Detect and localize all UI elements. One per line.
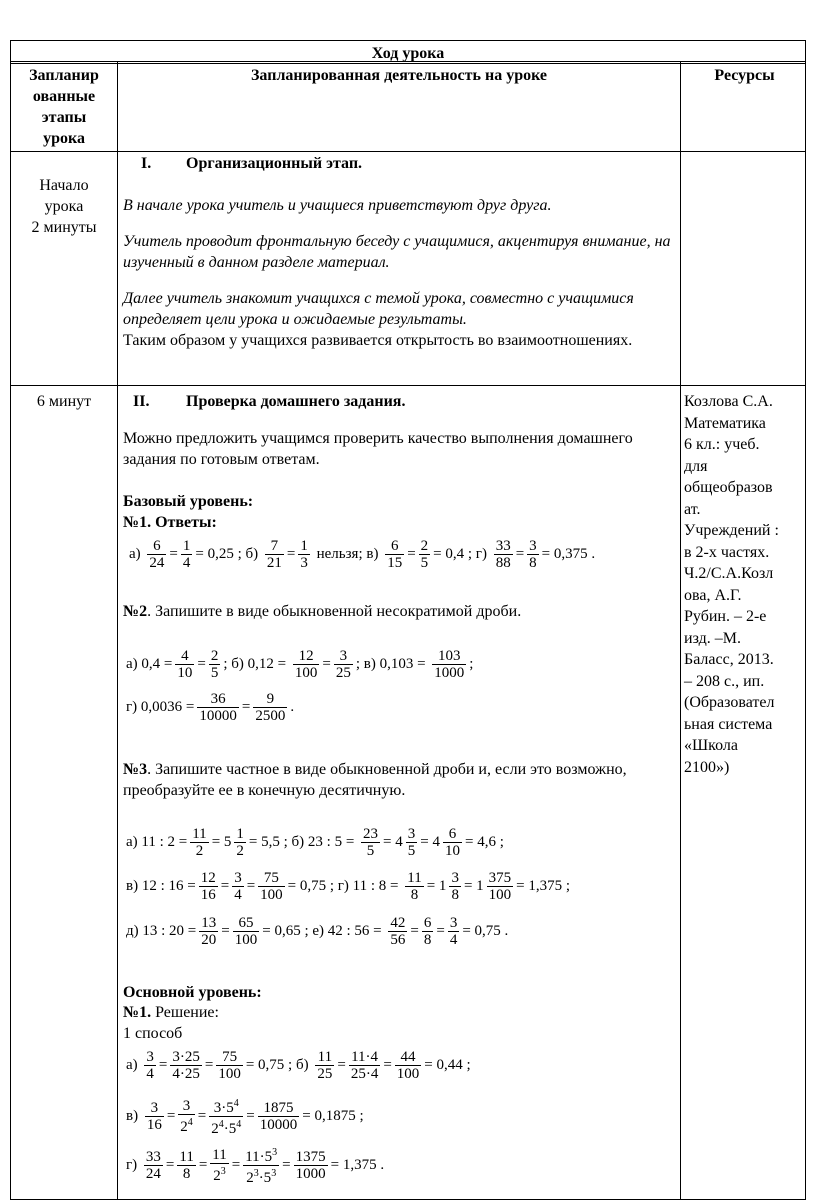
resources-list: Козлова С.А. Математика 6 кл.: учеб. для общеобразов ат. Учреждений : в 2-х частях. Ч.2/С.А.Козл ова, А.Г. Рубин. – 2-е изд. –М. Баласс, 2013. – 208 с., ип. (Образовател ьная система «Школа 2100») xyxy=(684,393,779,776)
task-text: №3. Запишите частное в виде обыкновенной дроби и, если это возможно, преобразуйте ее в конечную десятичную. xyxy=(123,761,627,799)
header-activity: Запланированная деятельность на уроке xyxy=(250,67,548,84)
stage-number: I. xyxy=(141,155,152,172)
method-label: 1 способ xyxy=(123,1025,183,1042)
math-line: в) 12 : 16 = $\frac{12}{16}$ = $\frac{3}{4}$ = $\frac{75}{100}$ = 0,75 ; г) 11 : 8 = $\frac{11}{8}$ = 1 $\frac{3}{8}$ = 1 $\frac{375}{100}$ = 1,375 ; xyxy=(126,870,571,903)
level-heading: Базовый уровень: xyxy=(123,493,254,510)
stage-number: II. xyxy=(133,393,150,410)
paragraph: Можно предложить учащимся проверить качество выполнения домашнего задания по готовым ответам. xyxy=(123,430,633,468)
task-title: №1. Ответы: xyxy=(123,514,217,531)
level-heading: Основной уровень: xyxy=(123,984,262,1001)
stage-time: 6 минут xyxy=(36,393,92,410)
task-text: №2. Запишите в виде обыкновенной несократимой дроби. xyxy=(123,603,522,620)
paragraph: Далее учитель знакомит учащихся с темой урока, совместно с учащимися определяет цели урока и ожидаемые результаты. xyxy=(123,290,634,328)
header-resources: Ресурсы xyxy=(714,67,775,84)
table-title: Ход урока xyxy=(371,45,445,62)
header-stages: Запланир ованные этапы урока xyxy=(29,67,99,147)
paragraph: Учитель проводит фронтальную беседу с учащимися, акцентируя внимание, на изученный в данном разделе материал. xyxy=(123,233,671,271)
math-line: а) $\frac{3}{4}$ = $\frac{3\cdot 25}{4\cdot 25}$ = $\frac{75}{100}$ = 0,75 ; б) $\frac{11}{25}$ = $\frac{11\cdot 4}{25\cdot 4}$ = $\frac{44}{100}$ = 0,44 ; xyxy=(126,1049,471,1082)
paragraph: Таким образом у учащихся развивается открытость во взаимоотношениях. xyxy=(123,332,633,349)
paragraph: В начале урока учитель и учащиеся приветствуют друг друга. xyxy=(123,197,552,214)
math-line: а) 11 : 2 = $\frac{11}{2}$ = 5 $\frac{1}{2}$ = 5,5 ; б) 23 : 5 = $\frac{23}{5}$ = 4 $\frac{3}{5}$ = 4 $\frac{6}{10}$ = 4,6 ; xyxy=(126,826,504,859)
math-line: г) $\frac{33}{24}$ = $\frac{11}{8}$ = $\frac{11}{2^3}$ = $\frac{11\cdot 5^3}{2^3\cdot 5^3}$ = $\frac{1375}{1000}$ = 1,375 . xyxy=(126,1147,385,1186)
divider xyxy=(117,61,118,1199)
math-line: в) $\frac{3}{16}$ = $\frac{3}{2^4}$ = $\frac{3\cdot 5^4}{2^4\cdot 5^4}$ = $\frac{1875}{10000}$ = 0,1875 ; xyxy=(126,1098,364,1137)
stage-heading: Проверка домашнего задания. xyxy=(186,393,406,410)
divider xyxy=(11,61,805,64)
task-text: №1. Решение: xyxy=(123,1004,219,1021)
divider xyxy=(11,151,805,152)
stage-time-start: Начало урока 2 минуты xyxy=(31,177,97,236)
stage-heading: Организационный этап. xyxy=(186,155,363,172)
math-line: а) 0,4 = $\frac{4}{10}$ = $\frac{2}{5}$ ; б) 0,12 = $\frac{12}{100}$ = $\frac{3}{25}$ ; в) 0,103 = $\frac{103}{1000}$ ; xyxy=(126,648,474,681)
math-line: а) $\frac{6}{24}$ = $\frac{1}{4}$ = 0,25 ; б) $\frac{7}{21}$ = $\frac{1}{3}$ нельзя; в) $\frac{6}{15}$ = $\frac{2}{5}$ = 0,4 ; г) $\frac{33}{88}$ = $\frac{3}{8}$ = 0,375 . xyxy=(129,538,596,571)
lesson-table xyxy=(10,40,806,1200)
math-line: г) 0,0036 = $\frac{36}{10000}$ = $\frac{9}{2500}$ . xyxy=(126,691,295,724)
math-line: д) 13 : 20 = $\frac{13}{20}$ = $\frac{65}{100}$ = 0,65 ; е) 42 : 56 = $\frac{42}{56}$ = $\frac{6}{8}$ = $\frac{3}{4}$ = 0,75 . xyxy=(126,915,509,948)
divider xyxy=(11,385,805,386)
